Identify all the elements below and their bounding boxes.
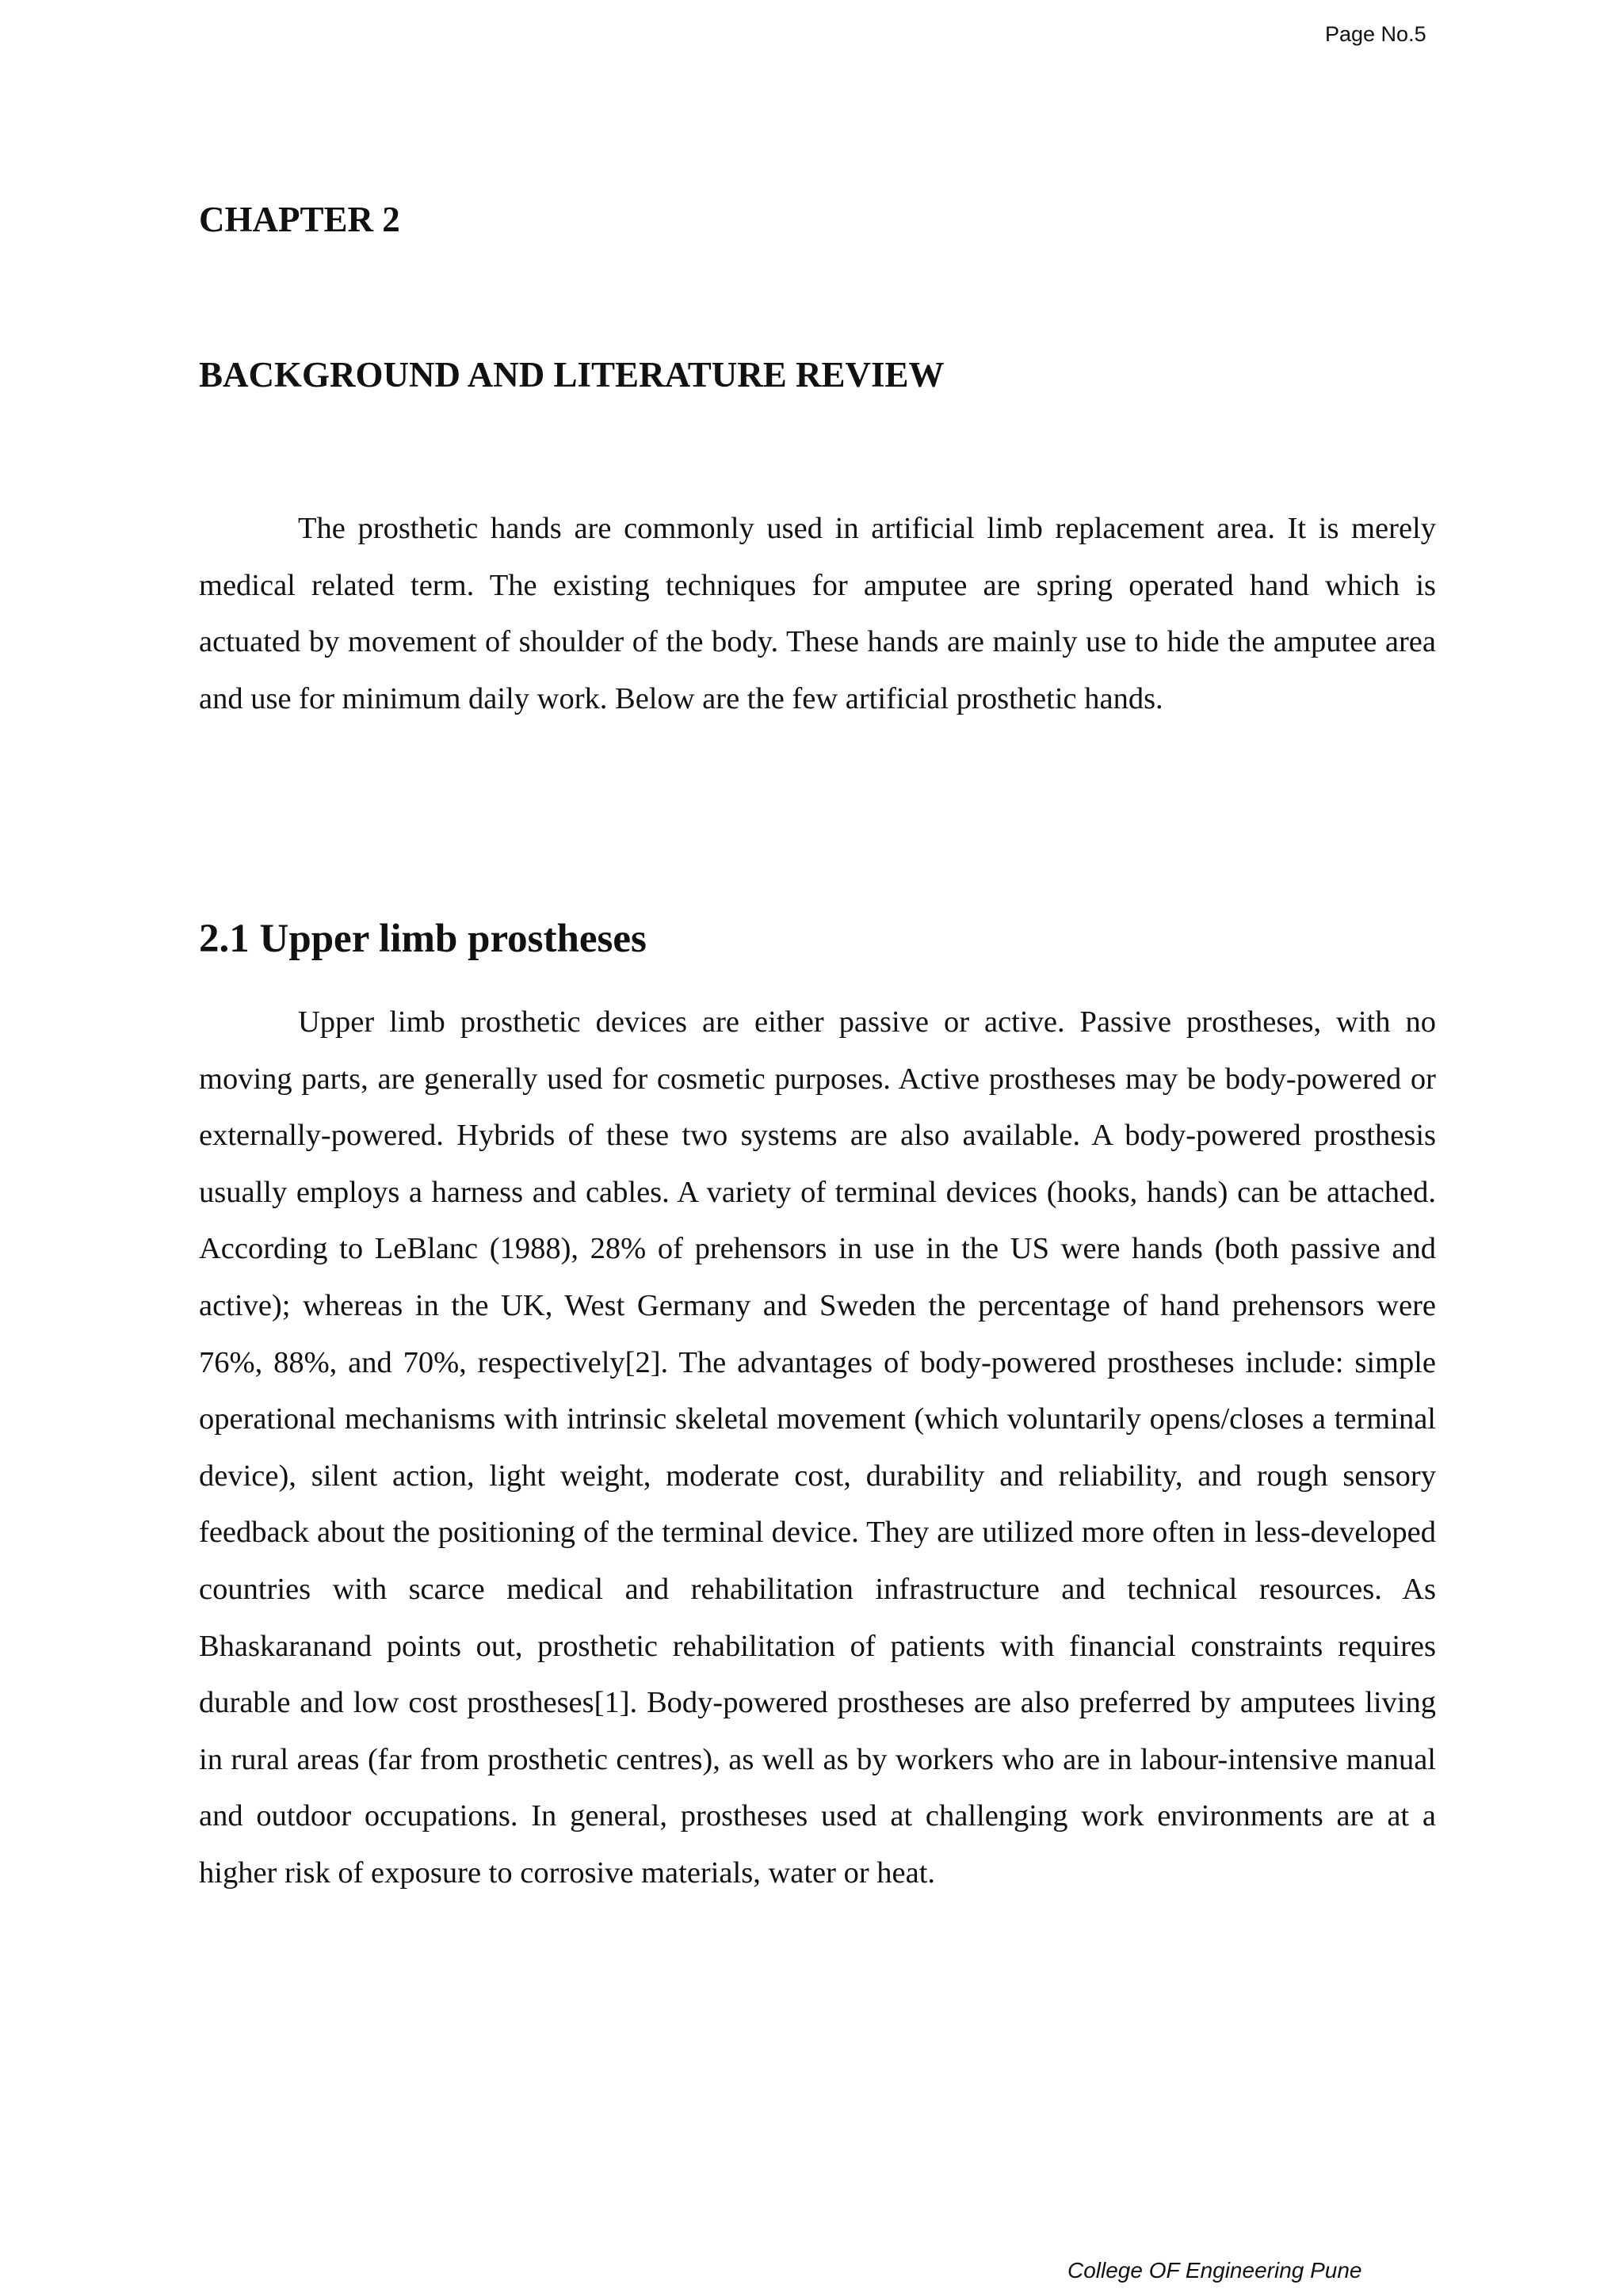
page-number: Page No.5 [1325,22,1426,46]
footer-institution: College OF Engineering Pune [1067,2258,1362,2283]
section-paragraph: Upper limb prosthetic devices are either passive or active. Passive prostheses, with no moving parts, are generally used for cosmetic purposes. Active prostheses may be body-powered or externally-powered. Hybrids of these two systems are also available. A body-powered prosthesis usually employs a harness and cables. A variety of terminal devices (hooks, hands) can be attached. According to LeBlanc (1988), 28% of prehensors in use in the US were hands (both passive and active); whereas in the UK, West Germany and Sweden the percentage of hand prehensors were 76%, 88%, and 70%, respectively[2]. The advantages of body-powered prostheses include: simple operational mechanisms with intrinsic skeletal movement (which voluntarily opens/closes a terminal device), silent action, light weight, moderate cost, durability and reliability, and rough sensory feedback about the positioning of the terminal device. They are utilized more often in less-developed countries with scarce medical and rehabilitation infrastructure and technical resources. As Bhaskaranand points out, prosthetic rehabilitation of patients with financial constraints requires durable and low cost prostheses[1]. Body-powered prostheses are also preferred by amputees living in rural areas (far from prosthetic centres), as well as by workers who are in labour-intensive manual and outdoor occupations. In general, prostheses used at challenging work environments are at a higher risk of exposure to corrosive materials, water or heat. [199,1005,1436,1890]
section-heading: 2.1 Upper limb prostheses [199,917,647,961]
chapter-title: BACKGROUND AND LITERATURE REVIEW [199,355,945,395]
intro-paragraph: The prosthetic hands are commonly used in artificial limb replacement area. It is merely medical related term. The existing techniques for amputee are spring operated hand which is actuated by movement of shoulder of the body. These hands are mainly use to hide the amputee area and use for minimum daily work. Below are the few artificial prosthetic hands. [199,512,1436,715]
chapter-label: CHAPTER 2 [199,200,400,239]
